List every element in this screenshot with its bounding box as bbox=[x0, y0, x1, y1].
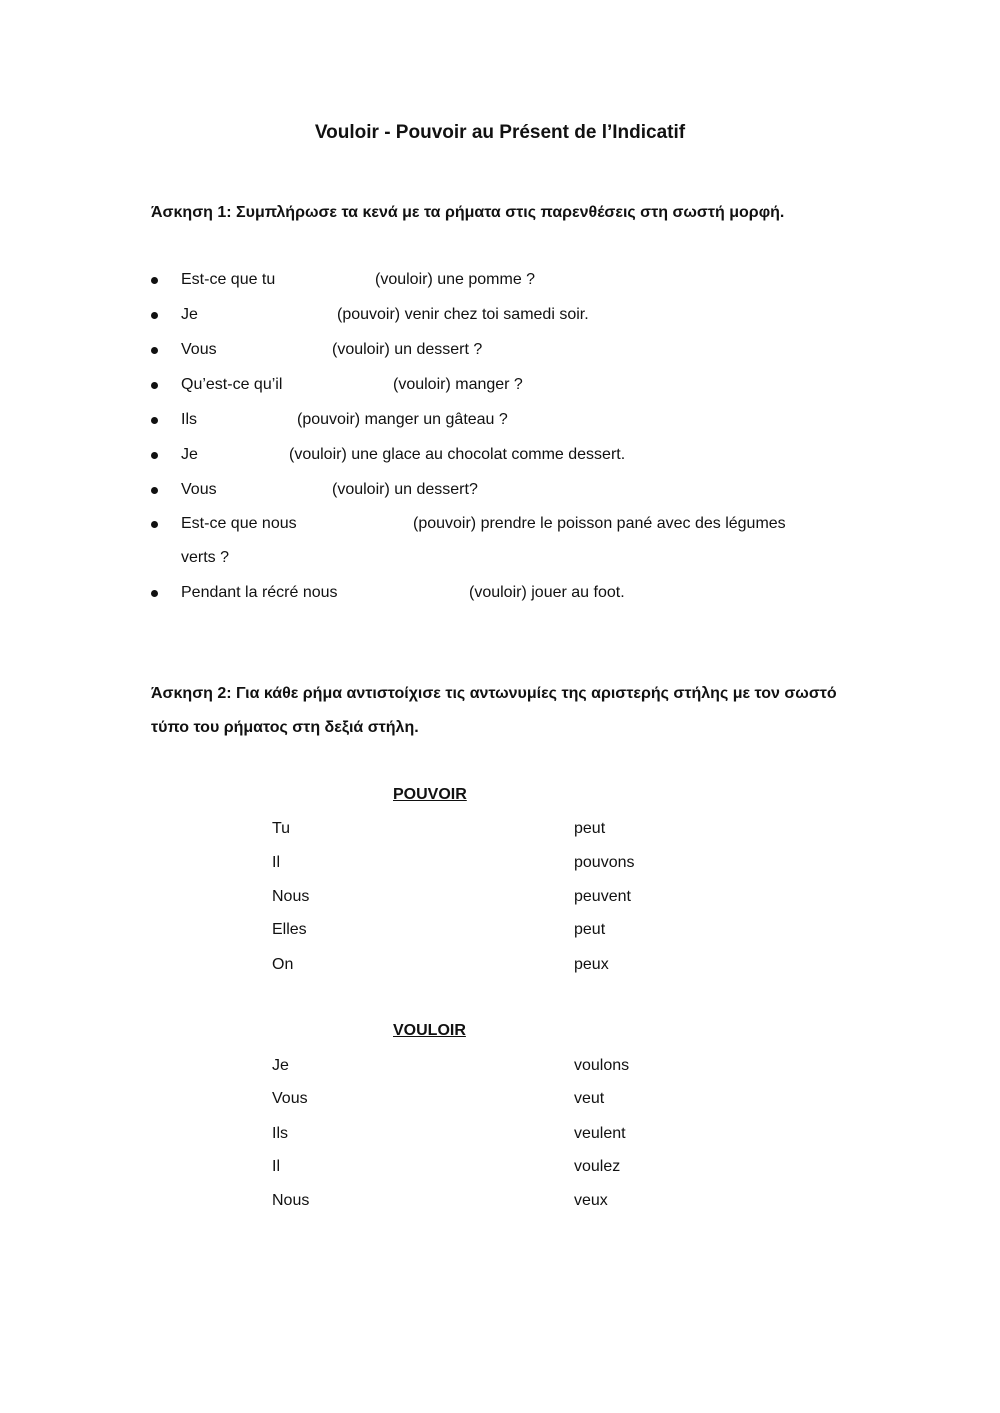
item-before: Vous bbox=[181, 481, 217, 498]
vouloir-pronoun: Ils bbox=[272, 1125, 288, 1142]
pouvoir-pronoun: Elles bbox=[272, 921, 307, 938]
item-after: (pouvoir) venir chez toi samedi soir. bbox=[337, 306, 589, 323]
item-after: (pouvoir) prendre le poisson pané avec des légumes bbox=[413, 515, 786, 532]
pouvoir-pronoun: On bbox=[272, 956, 294, 973]
item-after: (pouvoir) manger un gâteau ? bbox=[297, 411, 508, 428]
pouvoir-form: peuvent bbox=[574, 888, 631, 905]
item-after: (vouloir) un dessert ? bbox=[332, 341, 483, 358]
vouloir-pronoun: Il bbox=[272, 1158, 280, 1175]
item-before: Je bbox=[181, 306, 198, 323]
item-after: (vouloir) un dessert? bbox=[332, 481, 478, 498]
item-before: Vous bbox=[181, 341, 217, 358]
item-before: Est-ce que nous bbox=[181, 515, 297, 532]
item-continuation: verts ? bbox=[181, 549, 230, 566]
vouloir-title: VOULOIR bbox=[393, 1022, 466, 1039]
bullet-icon bbox=[151, 347, 158, 354]
pouvoir-pronoun: Nous bbox=[272, 888, 310, 905]
bullet-icon bbox=[151, 417, 158, 424]
pouvoir-form: peut bbox=[574, 820, 606, 837]
exercise2-heading-line1: Άσκηση 2: Για κάθε ρήμα αντιστοίχισε τις αντωνυμίες της αριστερής στήλης με τον σωστό bbox=[151, 685, 837, 702]
pouvoir-title: POUVOIR bbox=[393, 786, 467, 803]
vouloir-form: veux bbox=[574, 1192, 608, 1209]
bullet-icon bbox=[151, 521, 158, 528]
item-before: Est-ce que tu bbox=[181, 271, 276, 288]
item-before: Pendant la récré nous bbox=[181, 584, 338, 601]
page-title: Vouloir - Pouvoir au Présent de l’Indicatif bbox=[314, 122, 686, 143]
pouvoir-form: peut bbox=[574, 921, 606, 938]
item-after: (vouloir) manger ? bbox=[393, 376, 523, 393]
exercise2-heading bbox=[151, 677, 871, 745]
vouloir-form: veulent bbox=[574, 1125, 626, 1142]
bullet-icon bbox=[151, 382, 158, 389]
bullet-icon bbox=[151, 312, 158, 319]
vouloir-form: veut bbox=[574, 1090, 605, 1107]
bullet-icon bbox=[151, 590, 158, 597]
bullet-icon bbox=[151, 487, 158, 494]
pouvoir-pronoun: Tu bbox=[272, 820, 291, 837]
item-after: (vouloir) jouer au foot. bbox=[469, 584, 625, 601]
item-after: (vouloir) une pomme ? bbox=[375, 271, 536, 288]
pouvoir-form: pouvons bbox=[574, 854, 635, 871]
vouloir-pronoun: Nous bbox=[272, 1192, 310, 1209]
vouloir-pronoun: Vous bbox=[272, 1090, 308, 1107]
item-before: Ils bbox=[181, 411, 197, 428]
item-before: Je bbox=[181, 446, 198, 463]
exercise1-heading: Άσκηση 1: Συμπλήρωσε τα κενά με τα ρήματα στις παρενθέσεις στη σωστή μορφή. bbox=[151, 204, 785, 221]
vouloir-form: voulons bbox=[574, 1057, 630, 1074]
exercise2-heading-line2: τύπο του ρήματος στη δεξιά στήλη. bbox=[151, 719, 419, 736]
bullet-icon bbox=[151, 277, 158, 284]
item-after: (vouloir) une glace au chocolat comme dessert. bbox=[289, 446, 626, 463]
item-before: Qu’est-ce qu’il bbox=[181, 376, 283, 393]
vouloir-pronoun: Je bbox=[272, 1057, 289, 1074]
bullet-icon bbox=[151, 452, 158, 459]
pouvoir-form: peux bbox=[574, 956, 609, 973]
pouvoir-pronoun: Il bbox=[272, 854, 280, 871]
vouloir-form: voulez bbox=[574, 1158, 621, 1175]
